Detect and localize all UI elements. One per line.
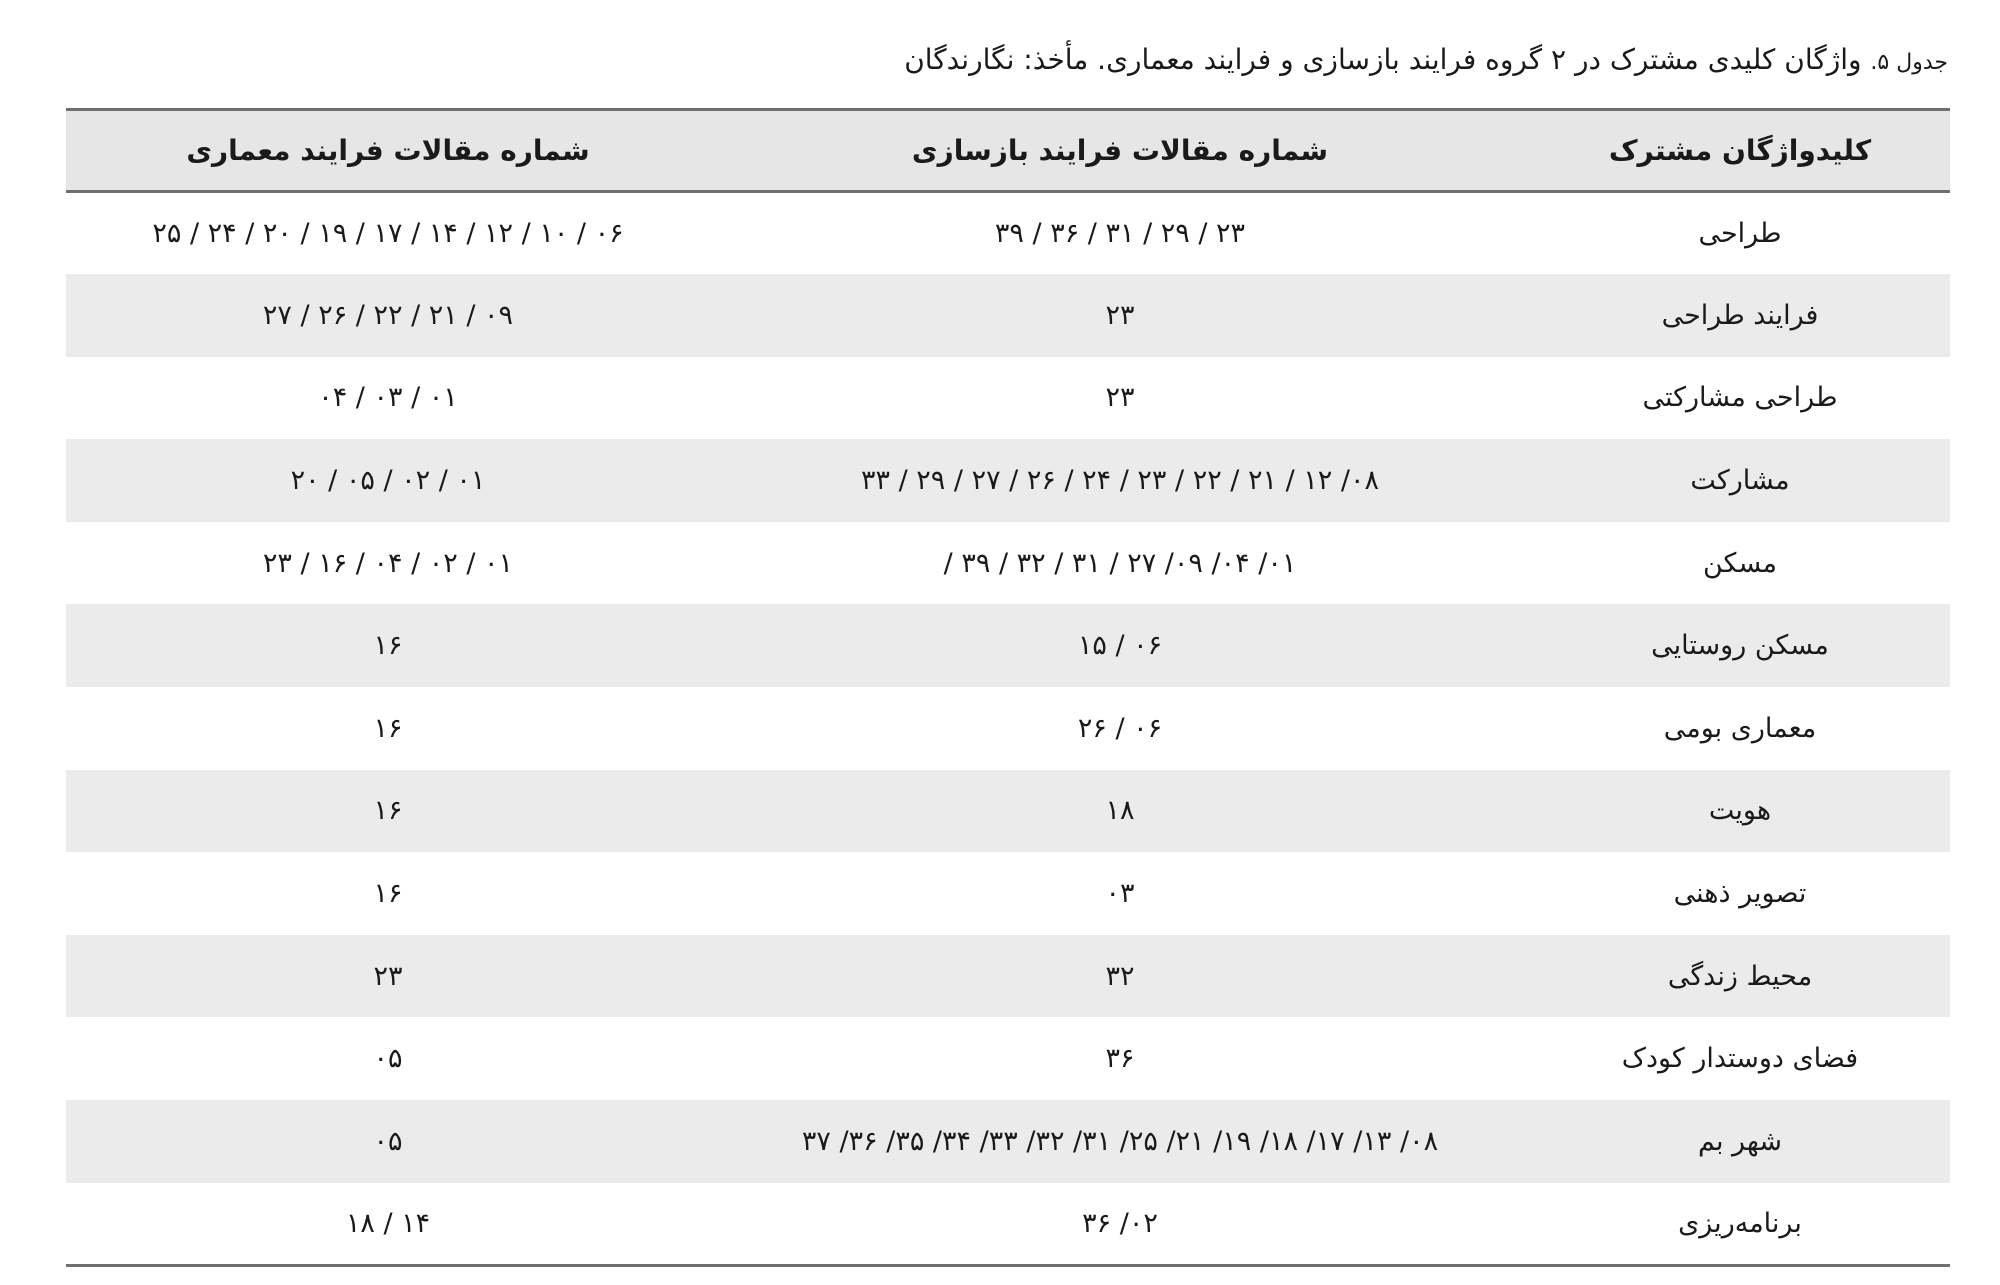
cell-keyword: مشارکت bbox=[1690, 465, 1790, 497]
cell-architecture: ۱۶ bbox=[373, 630, 403, 662]
table-row bbox=[66, 604, 1950, 687]
table-row bbox=[66, 1017, 1950, 1100]
table-row bbox=[66, 687, 1950, 770]
cell-reconstruction: ۲۳ bbox=[1105, 382, 1135, 414]
cell-reconstruction: ۰۳ bbox=[1105, 878, 1135, 910]
table-row bbox=[66, 522, 1950, 605]
cell-reconstruction: ۰۶ / ۲۶ bbox=[1077, 712, 1163, 744]
table-row bbox=[66, 1183, 1950, 1266]
cell-architecture: ۱۶ bbox=[373, 878, 403, 910]
cell-architecture: ۰۱ / ۰۲ / ۰۴ / ۱۶ / ۲۳ bbox=[262, 547, 514, 579]
table-row bbox=[66, 1100, 1950, 1183]
cell-keyword: فرایند طراحی bbox=[1661, 299, 1819, 331]
cell-reconstruction: ۲۳ / ۲۹ / ۳۱ / ۳۶ / ۳۹ bbox=[994, 218, 1246, 250]
cell-keyword: معماری بومی bbox=[1663, 712, 1817, 744]
cell-reconstruction: ۰۲/ ۳۶ bbox=[1082, 1207, 1158, 1239]
cell-keyword: برنامه‌ریزی bbox=[1678, 1207, 1802, 1239]
table-row bbox=[66, 439, 1950, 522]
table-caption bbox=[904, 40, 1948, 83]
header-architecture: شماره مقالات فرایند معماری bbox=[186, 134, 590, 167]
table-body bbox=[66, 192, 1950, 1266]
cell-keyword: فضای دوستدار کودک bbox=[1621, 1043, 1859, 1075]
table-row bbox=[66, 852, 1950, 935]
cell-keyword: شهر بم bbox=[1697, 1125, 1783, 1157]
keywords-table bbox=[66, 108, 1950, 1267]
caption-text: واژگان کلیدی مشترک در ۲ گروه فرایند بازسازی و فرایند معماری. مأخذ: نگارندگان bbox=[904, 43, 1871, 76]
cell-keyword: محیط زندگی bbox=[1667, 960, 1813, 992]
cell-reconstruction: ۳۲ bbox=[1105, 960, 1135, 992]
cell-architecture: ۱۴ / ۱۸ bbox=[345, 1207, 431, 1239]
cell-keyword: طراحی مشارکتی bbox=[1642, 382, 1838, 414]
cell-architecture: ۰۹ / ۲۱ / ۲۲ / ۲۶ / ۲۷ bbox=[262, 299, 514, 331]
cell-reconstruction: ۰۸/ ۱۲ / ۲۱ / ۲۲ / ۲۳ / ۲۴ / ۲۶ / ۲۷ / ۲۹ / ۳۳ bbox=[861, 465, 1379, 497]
table-row bbox=[66, 935, 1950, 1018]
header-row bbox=[66, 110, 1950, 192]
cell-reconstruction: ۰۱/ ۰۴/ ۰۹/ ۲۷ / ۳۱ / ۳۲ / ۳۹ / bbox=[943, 547, 1297, 579]
table-row bbox=[66, 274, 1950, 357]
cell-architecture: ۰۵ bbox=[373, 1043, 403, 1075]
header-keyword: کلیدواژگان مشترک bbox=[1608, 134, 1872, 167]
cell-architecture: ۱۶ bbox=[373, 795, 403, 827]
cell-keyword: طراحی bbox=[1698, 218, 1782, 250]
table-header bbox=[66, 110, 1950, 192]
table-row bbox=[66, 770, 1950, 853]
cell-architecture: ۰۱ / ۰۲ / ۰۵ / ۲۰ bbox=[290, 465, 486, 497]
cell-architecture: ۰۱ / ۰۳ / ۰۴ bbox=[318, 382, 458, 414]
header-reconstruction: شماره مقالات فرایند بازسازی bbox=[911, 134, 1329, 167]
cell-architecture: ۲۳ bbox=[373, 960, 403, 992]
cell-keyword: مسکن روستایی bbox=[1651, 630, 1829, 662]
cell-keyword: تصویر ذهنی bbox=[1673, 878, 1807, 910]
caption-label: جدول ۵. bbox=[1870, 50, 1948, 75]
cell-reconstruction: ۳۶ bbox=[1105, 1043, 1135, 1075]
cell-reconstruction: ۰۸/ ۱۳/ ۱۷/ ۱۸/ ۱۹/ ۲۱/ ۲۵/ ۳۱/ ۳۲/ ۳۳/ ۳۴/ ۳۵/ ۳۶/ ۳۷ bbox=[801, 1125, 1439, 1157]
cell-reconstruction: ۱۸ bbox=[1105, 795, 1135, 827]
cell-architecture: ۰۶ / ۱۰ / ۱۲ / ۱۴ / ۱۷ / ۱۹ / ۲۰ / ۲۴ / ۲۵ bbox=[152, 218, 624, 250]
table-row bbox=[66, 357, 1950, 440]
cell-reconstruction: ۲۳ bbox=[1105, 299, 1135, 331]
cell-architecture: ۱۶ bbox=[373, 712, 403, 744]
cell-reconstruction: ۰۶ / ۱۵ bbox=[1077, 630, 1163, 662]
table-row bbox=[66, 192, 1950, 275]
cell-keyword: مسکن bbox=[1702, 547, 1777, 579]
cell-keyword: هویت bbox=[1708, 795, 1772, 827]
cell-architecture: ۰۵ bbox=[373, 1125, 403, 1157]
